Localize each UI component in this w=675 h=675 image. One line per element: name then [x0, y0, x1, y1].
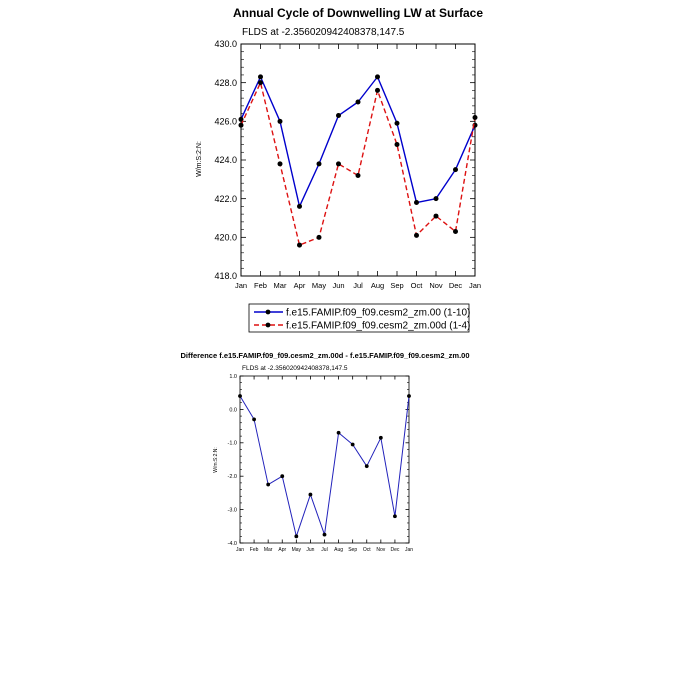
- top-chart: [196, 6, 483, 332]
- data-point: [252, 418, 256, 422]
- data-point: [473, 115, 478, 120]
- data-point: [414, 200, 419, 205]
- x-tick-label: Sep: [390, 281, 404, 290]
- x-tick-label: Feb: [249, 547, 259, 553]
- y-tick-label: 426.0: [214, 116, 237, 127]
- data-point: [356, 100, 361, 105]
- x-tick-label: Dec: [448, 281, 463, 290]
- top-chart-series: [239, 74, 478, 247]
- y-tick-label: 422.0: [214, 193, 237, 204]
- data-point: [278, 119, 283, 124]
- x-tick-label: Mar: [273, 281, 287, 290]
- data-point: [393, 514, 397, 518]
- data-point: [434, 214, 439, 219]
- y-tick-label: 1.0: [229, 373, 237, 380]
- y-tick-label: -3.0: [227, 507, 237, 514]
- x-tick-label: Jan: [468, 281, 482, 290]
- x-tick-label: Oct: [362, 547, 371, 553]
- y-tick-label: 428.0: [214, 77, 237, 88]
- data-point: [317, 161, 322, 166]
- x-tick-label: May: [291, 547, 302, 553]
- data-point: [453, 167, 458, 172]
- x-tick-label: Jun: [306, 547, 315, 553]
- data-point: [395, 142, 400, 147]
- x-tick-label: Nov: [376, 547, 386, 553]
- data-point: [280, 474, 284, 478]
- data-point: [309, 493, 313, 497]
- top-chart-x-axis: [235, 44, 481, 290]
- x-tick-label: Mar: [263, 547, 273, 553]
- y-tick-label: 420.0: [214, 232, 237, 243]
- bottom-chart: [180, 351, 469, 553]
- x-tick-label: Dec: [390, 547, 400, 553]
- data-point: [365, 464, 369, 468]
- x-tick-label: Nov: [429, 281, 443, 290]
- bottom-chart-ylabel: W/m:S:2:N:: [213, 447, 219, 473]
- data-point: [323, 533, 327, 537]
- legend-marker-series-2: [266, 323, 271, 328]
- y-tick-label: 430.0: [214, 39, 237, 50]
- data-point: [395, 121, 400, 126]
- data-point: [434, 196, 439, 201]
- y-tick-label: -1.0: [227, 440, 237, 447]
- data-point: [297, 204, 302, 209]
- legend-label-series-1: f.e15.FAMIP.f09_f09.cesm2_zm.00 (1-10): [286, 307, 471, 319]
- data-point: [453, 229, 458, 234]
- data-point: [407, 394, 411, 398]
- x-tick-label: Jul: [321, 547, 328, 553]
- data-point: [375, 74, 380, 79]
- data-point: [238, 394, 242, 398]
- bottom-chart-subtitle: FLDS at -2.356020942408378,147.5: [242, 365, 348, 372]
- data-point: [297, 243, 302, 248]
- data-point: [278, 161, 283, 166]
- data-point: [375, 88, 380, 93]
- series-line-1: [240, 396, 409, 536]
- data-point: [317, 235, 322, 240]
- bottom-chart-plot-frame: [240, 376, 409, 543]
- x-tick-label: Feb: [254, 281, 267, 290]
- x-tick-label: Sep: [348, 547, 358, 553]
- y-tick-label: 424.0: [214, 155, 237, 166]
- legend-label-series-2: f.e15.FAMIP.f09_f09.cesm2_zm.00d (1-4): [286, 320, 471, 332]
- data-point: [414, 233, 419, 238]
- bottom-chart-title: Difference f.e15.FAMIP.f09_f09.cesm2_zm.00d - f.e15.FAMIP.f09_f09.cesm2_zm.00: [180, 351, 470, 360]
- x-tick-label: Jan: [235, 547, 245, 553]
- top-chart-ylabel: W/m:S:2:N:: [196, 141, 203, 177]
- top-chart-plot-frame: [241, 44, 475, 276]
- x-tick-label: Jan: [404, 547, 414, 553]
- top-chart-subtitle: FLDS at -2.356020942408378,147.5: [242, 27, 405, 38]
- data-point: [336, 161, 341, 166]
- y-tick-label: 418.0: [214, 271, 237, 282]
- series-line-1: [241, 77, 475, 207]
- data-point: [239, 123, 244, 128]
- data-point: [337, 431, 341, 435]
- x-tick-label: Aug: [370, 281, 385, 290]
- data-point: [379, 436, 383, 440]
- data-point: [258, 74, 263, 79]
- x-tick-label: Oct: [410, 281, 423, 290]
- y-tick-label: -4.0: [227, 540, 237, 547]
- x-tick-label: Apr: [293, 281, 306, 290]
- series-line-2: [241, 83, 475, 245]
- y-tick-label: 0.0: [229, 407, 237, 414]
- data-point: [294, 534, 298, 538]
- top-chart-title: Annual Cycle of Downwelling LW at Surface: [232, 6, 484, 20]
- x-tick-label: Jun: [332, 281, 345, 290]
- data-point: [266, 483, 270, 487]
- bottom-chart-y-axis: [228, 374, 409, 547]
- x-tick-label: Jan: [234, 281, 248, 290]
- data-point: [356, 173, 361, 178]
- x-tick-label: Jul: [353, 281, 363, 290]
- bottom-chart-series: [238, 394, 411, 538]
- x-tick-label: May: [311, 281, 327, 290]
- top-chart-legend: [249, 304, 470, 332]
- legend-marker-series-1: [266, 310, 271, 315]
- data-point: [258, 80, 263, 85]
- x-tick-label: Aug: [334, 547, 344, 553]
- data-point: [351, 443, 355, 447]
- top-chart-y-axis: [214, 39, 475, 281]
- x-tick-label: Apr: [278, 547, 287, 553]
- bottom-chart-x-axis: [236, 376, 413, 553]
- data-point: [336, 113, 341, 118]
- y-tick-label: -2.0: [227, 474, 237, 481]
